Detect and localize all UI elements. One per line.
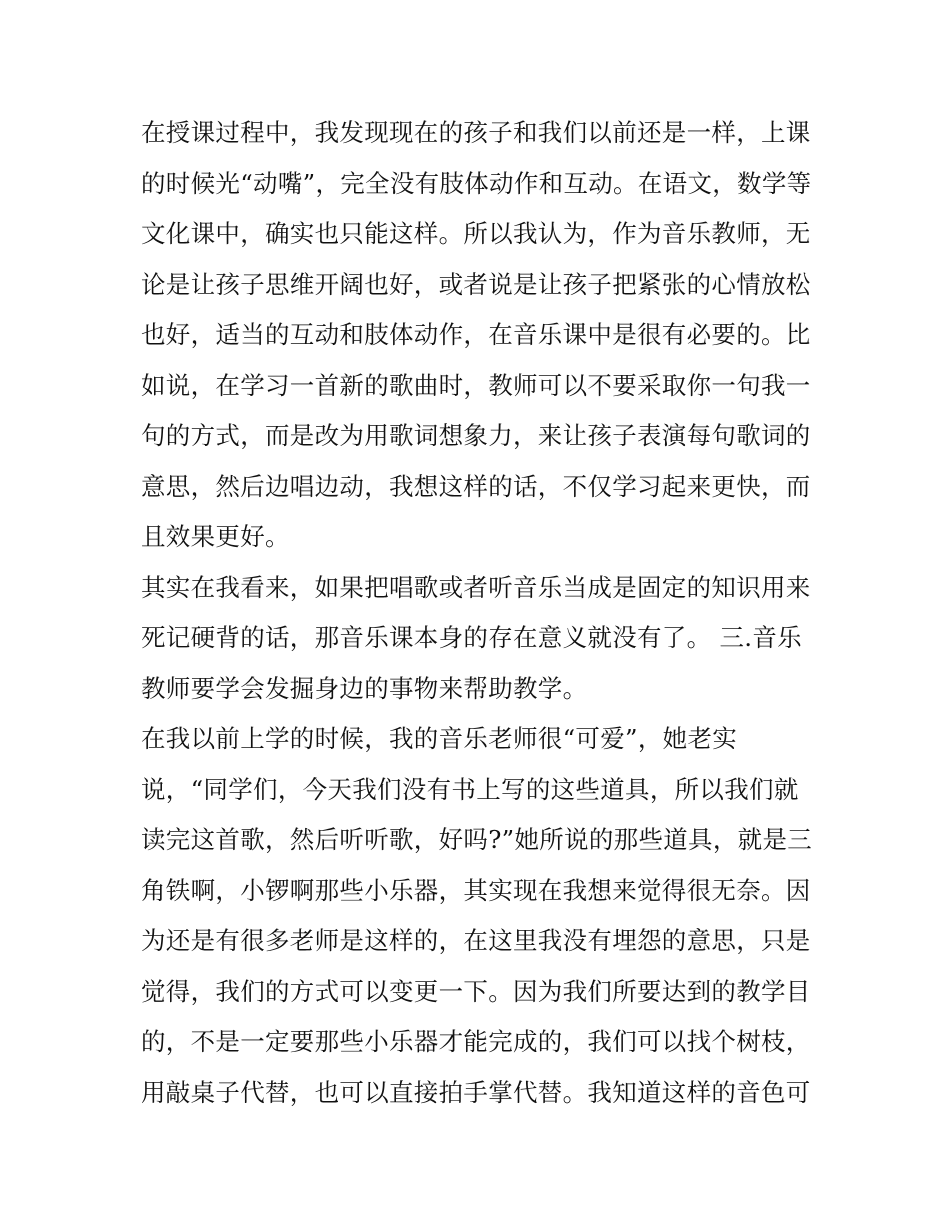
text-line: 读完这首歌，然后听听歌，好吗?”她所说的那些道具，就是三 [141, 825, 813, 854]
text-line: 的，不是一定要那些小乐器才能完成的，我们可以找个树枝， [141, 1027, 811, 1056]
text-line: 教师要学会发掘身边的事物来帮助教学。 [141, 673, 588, 703]
text-line: 如说，在学习一首新的歌曲时，教师可以不要采取你一句我一 [141, 370, 811, 400]
text-line: 意思，然后边唱边动，我想这样的话，不仅学习起来更快，而 [141, 471, 811, 501]
text-line: 文化课中，确实也只能这样。所以我认为，作为音乐教师，无 [141, 219, 811, 248]
text-line: 也好，适当的互动和肢体动作，在音乐课中是很有必要的。比 [141, 320, 811, 349]
text-line: 觉得，我们的方式可以变更一下。因为我们所要达到的教学目 [141, 976, 811, 1006]
text-line: 句的方式，而是改为用歌词想象力，来让孩子表演每句歌词的 [141, 421, 811, 450]
text-line: 说，“同学们，今天我们没有书上写的这些道具，所以我们就 [141, 774, 799, 804]
text-line: 为还是有很多老师是这样的，在这里我没有埋怨的意思，只是 [141, 926, 811, 955]
text-line: 死记硬背的话，那音乐课本身的存在意义就没有了。 三.音乐 [141, 623, 802, 652]
text-line: 角铁啊，小锣啊那些小乐器，其实现在我想来觉得很无奈。因 [141, 875, 811, 905]
text-line: 其实在我看来，如果把唱歌或者听音乐当成是固定的知识用来 [141, 572, 811, 602]
text-line: 在我以前上学的时候，我的音乐老师很“可爱”，她老实 [141, 724, 738, 753]
text-line: 在授课过程中，我发现现在的孩子和我们以前还是一样，上课 [141, 118, 811, 147]
text-line: 的时候光“动嘴”，完全没有肢体动作和互动。在语文，数学等 [141, 168, 812, 198]
body-text [141, 108, 816, 1118]
text-line: 用敲桌子代替，也可以直接拍手掌代替。我知道这样的音色可 [141, 1077, 811, 1107]
text-line: 论是让孩子思维开阔也好，或者说是让孩子把紧张的心情放松 [141, 269, 811, 299]
text-line: 且效果更好。 [141, 522, 290, 551]
